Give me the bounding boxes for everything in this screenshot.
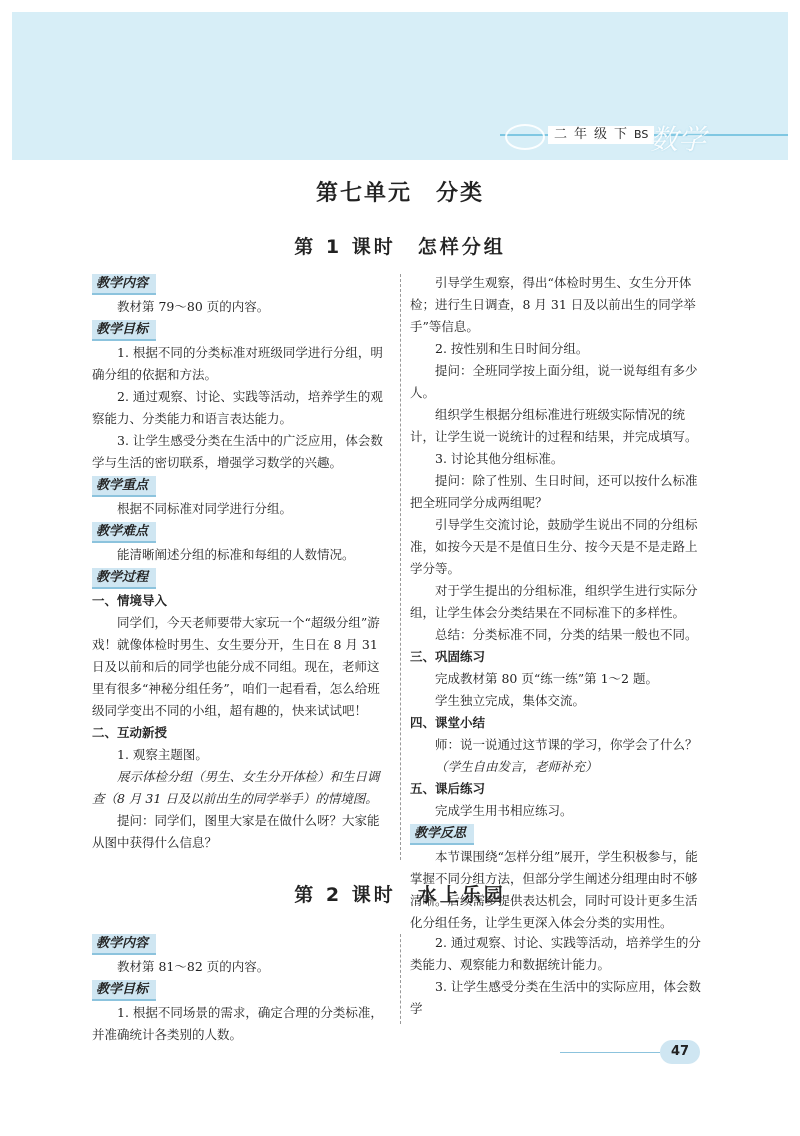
lesson2-right-column: [410, 932, 708, 1020]
lesson2-goal-3: 3. 让学生感受分类在生活中的实际应用，体会数学: [410, 979, 701, 1016]
lesson2-title: 第 2 课时 水上乐园: [294, 884, 506, 906]
lesson2-goal-1: 1. 根据不同场景的需求，确定合理的分类标准，并准确统计各类别的人数。: [92, 1005, 383, 1042]
lesson2-goal-2: 2. 通过观察、讨论、实践等活动，培养学生的分类能力、观察能力和数据统计能力。: [410, 935, 701, 972]
edition-text: BS: [634, 128, 649, 141]
reflection-text: 本节课围绕“怎样分组”展开，学生积极参与，能掌握不同分组方法，但部分学生阐述分组理由时不够清晰。后续需多提供表达机会，同时可设计更多生活化分组任务，让学生更深入体会分类的实用性。: [410, 849, 698, 930]
section-2-p12: 总结：分类标准不同，分类的结果一般也不同。: [435, 627, 698, 642]
section-2-p4: 引导学生观察，得出“体检时男生、女生分开体检；进行生日调查，8 月 31 日及以前出生的同学举手”等信息。: [410, 275, 696, 334]
section-5-title: 五、课后练习: [410, 781, 486, 796]
section-4-title: 四、课堂小结: [410, 715, 486, 730]
teaching-content-badge: 教学内容: [92, 274, 156, 295]
section-2-p6: 提问：全班同学按上面分组，说一说每组有多少人。: [410, 363, 698, 400]
grade-label: [548, 126, 654, 144]
section-4-p2: （学生自由发言，老师补充）: [435, 759, 598, 774]
teaching-goals-badge: 教学目标: [92, 320, 156, 341]
lesson2-left-column: [92, 932, 390, 1046]
key-points-text: 根据不同标准对同学进行分组。: [117, 501, 293, 516]
section-2-p1: 1. 观察主题图。: [117, 747, 208, 762]
process-badge: 教学过程: [92, 568, 156, 589]
lesson1-title: 第 1 课时 怎样分组: [294, 236, 506, 258]
section-3-p2: 学生独立完成，集体交流。: [435, 693, 586, 708]
section-2-p8: 3. 讨论其他分组标准。: [435, 451, 564, 466]
difficulties-badge: 教学难点: [92, 522, 156, 543]
lesson2-goals-badge: 教学目标: [92, 980, 156, 1001]
difficulties-text: 能清晰阐述分组的标准和每组的人数情况。: [117, 547, 355, 562]
column-divider-2: [400, 934, 401, 1024]
goal-3: 3. 让学生感受分类在生活中的广泛应用，体会数学与生活的密切联系，增强学习数学的兴趣。: [92, 433, 383, 470]
section-2-p11: 对于学生提出的分组标准，组织学生进行实际分组，让学生体会分类结果在不同标准下的多样性。: [410, 583, 698, 620]
column-divider-1: [400, 274, 401, 860]
subject-logo: 数学: [650, 123, 707, 156]
goal-2: 2. 通过观察、讨论、实践等活动，培养学生的观察能力、分类能力和语言表达能力。: [92, 389, 383, 426]
unit-title: 第七单元 分类: [315, 181, 484, 206]
lesson2-content-badge: 教学内容: [92, 934, 156, 955]
swirl-decoration-icon: [505, 124, 545, 150]
section-4-p1: 师：说一说通过这节课的学习，你学会了什么？: [435, 737, 698, 752]
section-2-p10: 引导学生交流讨论，鼓励学生说出不同的分组标准，如按今天是不是值日生分、按今天是不是走路上学分等。: [410, 517, 698, 576]
section-1-title: 一、情境导入: [92, 593, 168, 608]
section-2-p3: 提问：同学们，图里大家是在做什么呀？大家能从图中获得什么信息？: [92, 813, 380, 850]
reflection-badge: 教学反思: [410, 824, 474, 845]
content-text: 教材第 79～80 页的内容。: [117, 299, 270, 314]
lesson2-content-text: 教材第 81～82 页的内容。: [117, 959, 270, 974]
section-1-text: 同学们，今天老师要带大家玩一个“超级分组”游戏！就像体检时男生、女生要分开，生日在 8 月 31 日及以前和后的同学也能分成不同组。现在，老师这里有很多“神秘分组任务”，咱们一起看看，怎么给班级同学变出不同的小组，超有趣的，快来试试吧！: [92, 615, 380, 718]
section-5-p1: 完成学生用书相应练习。: [435, 803, 573, 818]
section-2-p9: 提问：除了性别、生日时间，还可以按什么标准把全班同学分成两组呢？: [410, 473, 698, 510]
lesson1-left-column: [92, 272, 390, 854]
page-number: 47: [660, 1040, 700, 1064]
section-2-p5: 2. 按性别和生日时间分组。: [435, 341, 589, 356]
section-2-title: 二、互动新授: [92, 725, 168, 740]
page-number-rule: [560, 1052, 660, 1053]
section-3-title: 三、巩固练习: [410, 649, 486, 664]
key-points-badge: 教学重点: [92, 476, 156, 497]
section-2-p2: 展示体检分组（男生、女生分开体检）和生日调查（8 月 31 日及以前出生的同学举手）的情境图。: [92, 769, 380, 806]
goal-1: 1. 根据不同的分类标准对班级同学进行分组，明确分组的依据和方法。: [92, 345, 383, 382]
section-3-p1: 完成教材第 80 页“练一练”第 1～2 题。: [435, 671, 658, 686]
lesson1-right-column: [410, 272, 708, 934]
section-2-p7: 组织学生根据分组标准进行班级实际情况的统计，让学生说一说统计的过程和结果，并完成填写。: [410, 407, 698, 444]
grade-text: 二年级下: [554, 127, 635, 142]
